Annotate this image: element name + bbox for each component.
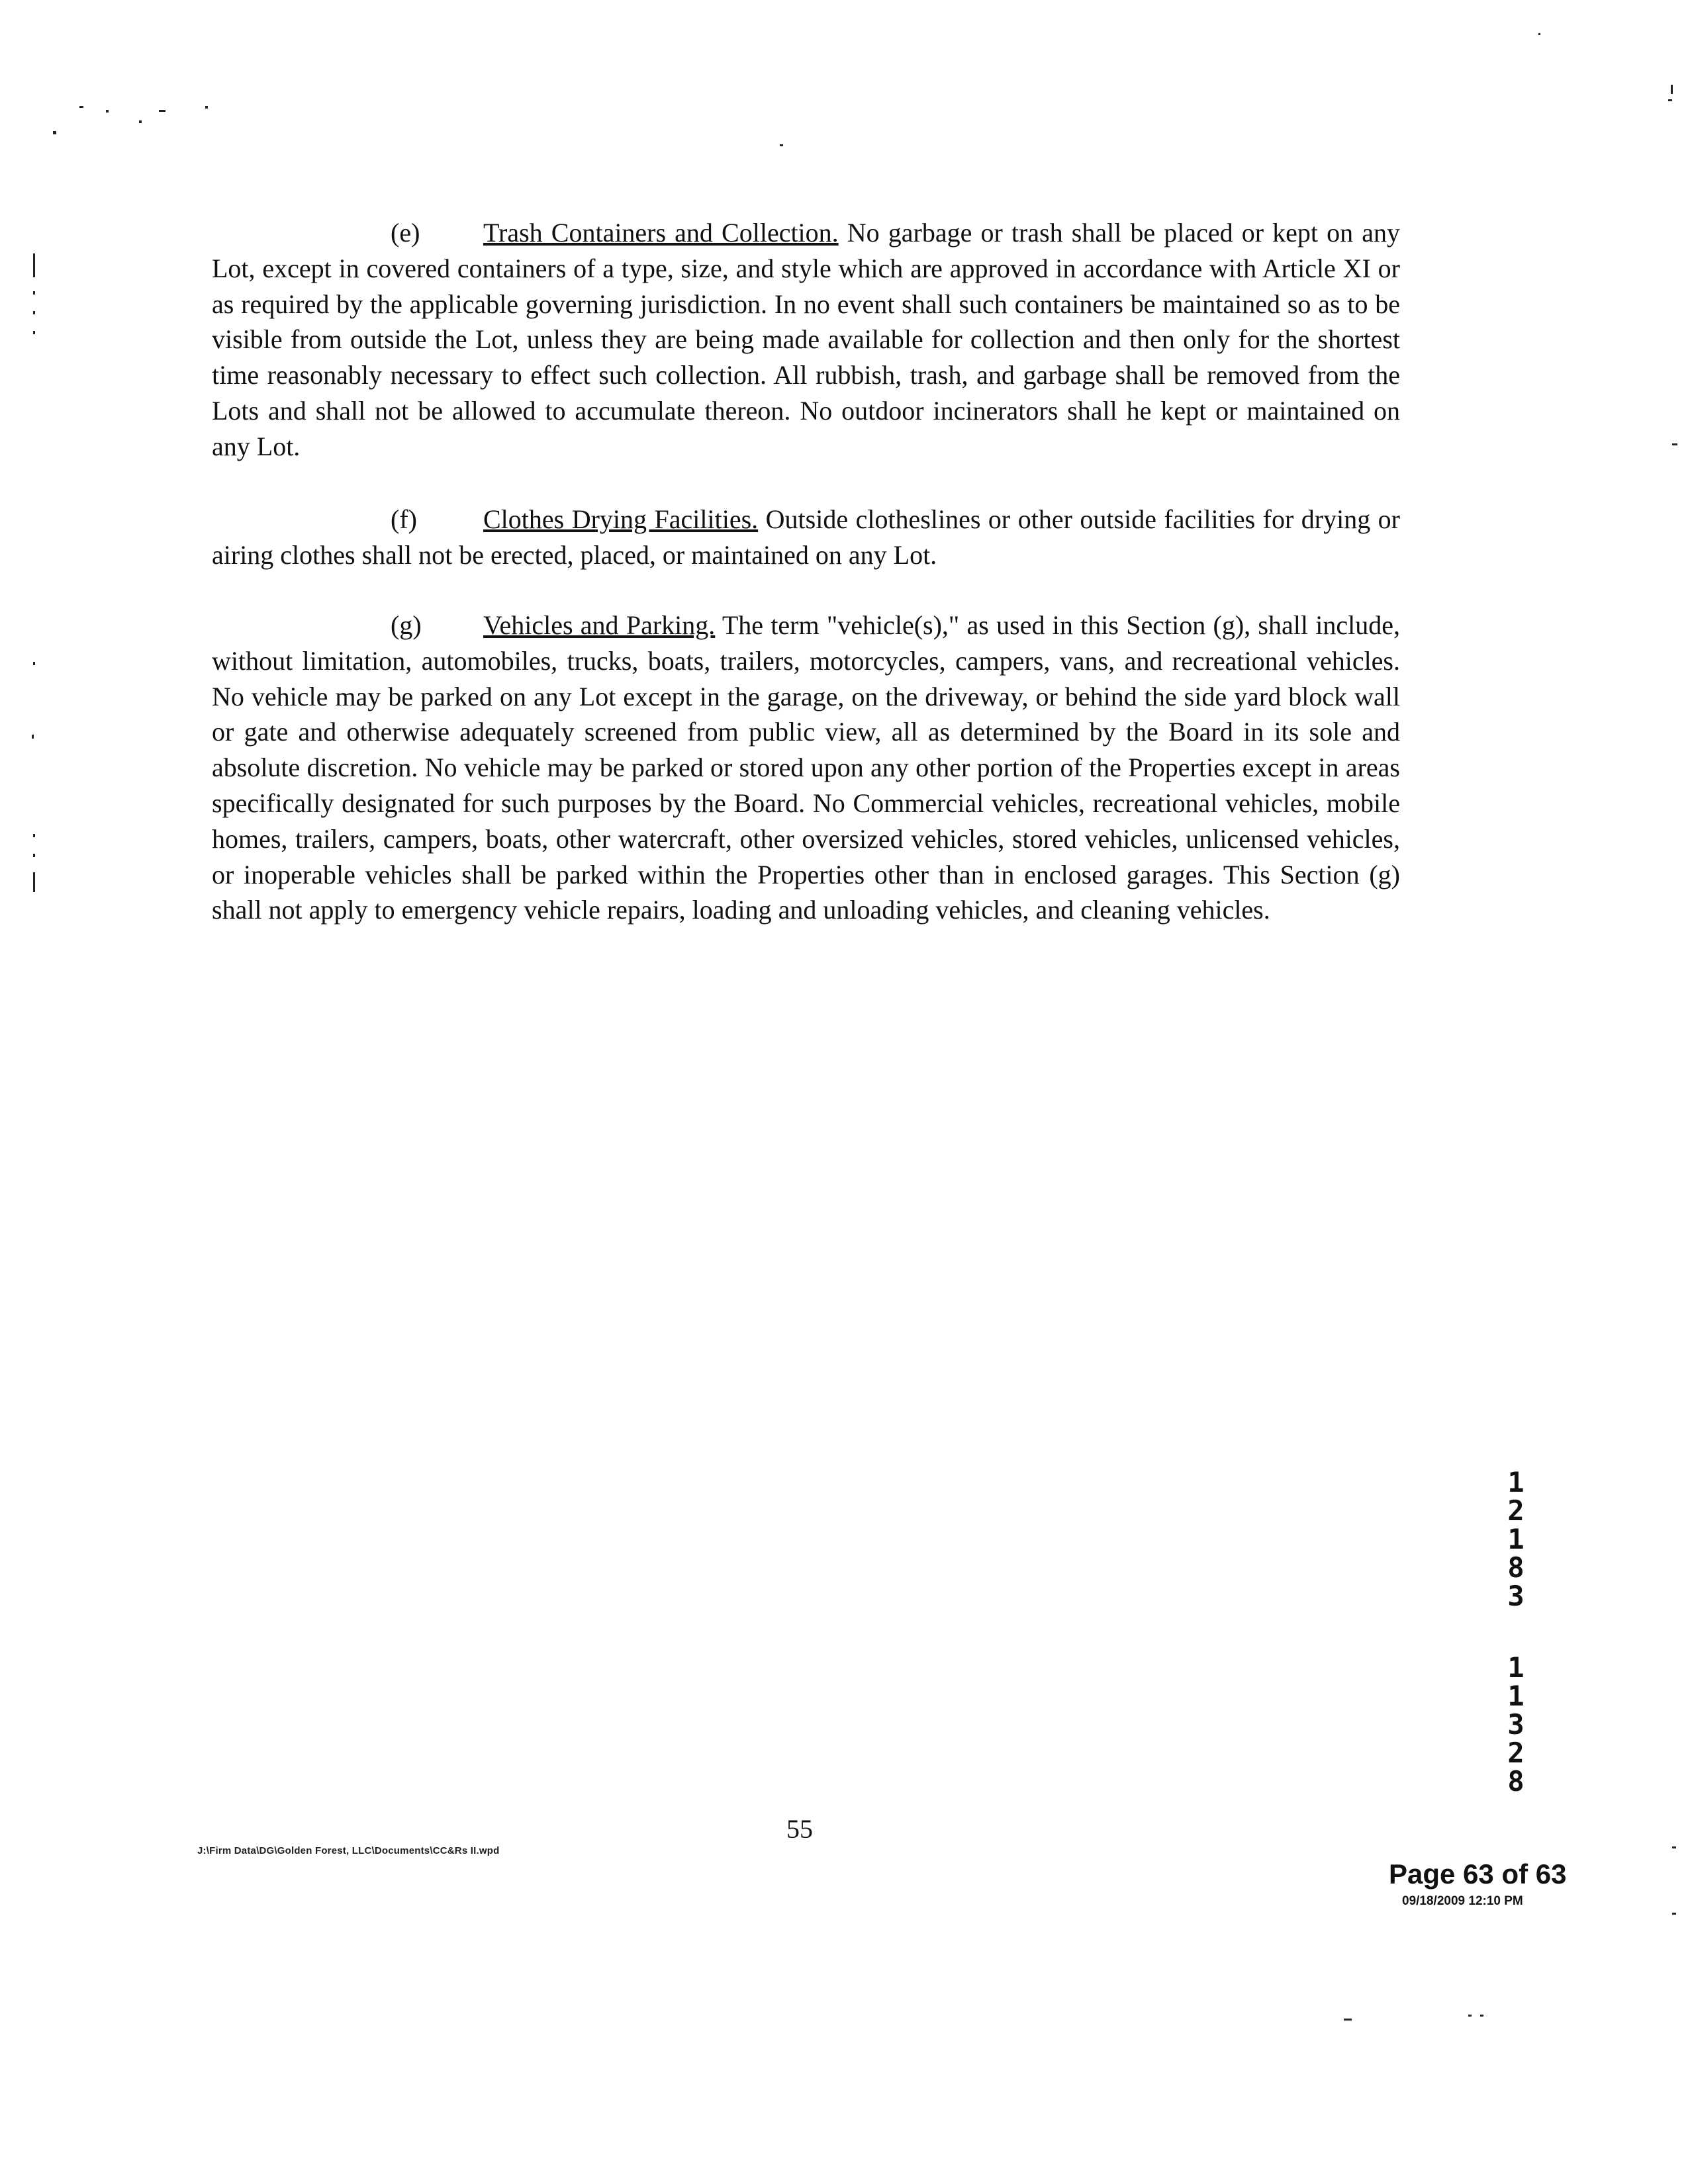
paragraph-g [212,608,1400,928]
section-body-e: No garbage or trash shall be placed or kept on any Lot, except in covered containers of a type, size, and style which are approved in accordance with Article XI or as required by the applicable governing jurisdiction. In no event shall such containers be maintained so as to be visible from outside the Lot, unless they are being made available for collection and then only for the shortest time reasonably necessary to effect such collection. All rubbish, trash, and garbage shall be removed from the Lots and shall not be allowed to accumulate thereon. No outdoor incinerators shall he kept or maintained on any Lot. [212,218,1400,461]
scan-speck [1672,1913,1676,1915]
section-heading-f: Clothes Drying Facilities. [483,504,759,534]
scan-speck [53,131,56,134]
recording-page-stamp: Page 63 of 63 [1389,1858,1567,1889]
paragraph-f [212,502,1400,573]
scan-speck [33,662,35,665]
section-body-g: The term "vehicle(s)," as used in this Section (g), shall include, without limitation, automobiles, trucks, boats, trailers, motorcycles, campers, vans, and recreational vehicles. No vehicle may be parked on any Lot except in the garage, on the driveway, or behind the side yard block wall or gate and otherwise adequately screened from public view, all as determined by the Board in its sole and absolute discretion. No vehicle may be parked or stored upon any other portion of the Properties except in areas specifically designated for such purposes by the Board. No Commercial vehicles, recreational vehicles, mobile homes, trailers, campers, boats, other watercraft, other oversized vehicles, stored vehicles, unlicensed vehicles, or inoperable vehicles shall be parked within the Properties other than in enclosed garages. This Section (g) shall not apply to emergency vehicle repairs, loading and unloading vehicles, and cleaning vehicles. [212,610,1400,925]
scan-speck [1538,33,1540,35]
section-heading-e: Trash Containers and Collection. [483,218,839,248]
section-letter-g: (g) [391,610,422,640]
scan-speck [780,144,783,146]
scan-speck [159,110,165,112]
scan-speck [32,735,34,739]
scan-speck [33,291,35,295]
file-path-footer: J:\Firm Data\DG\Golden Forest, LLC\Documents\CC&Rs II.wpd [197,1845,500,1856]
document-number-part-2: 11328 [1507,1651,1524,1797]
section-body-f: Outside clotheslines or other outside facilities for drying or airing clothes shall not be erected, placed, or maintained on any Lot. [212,504,1401,570]
scan-speck [33,872,35,892]
scan-speck [33,311,35,314]
scan-speck [1480,2015,1483,2017]
scan-speck [1468,2015,1472,2017]
scan-speck [79,106,83,108]
scan-speck [1672,1846,1676,1848]
document-number-part-1: 12183 [1507,1466,1524,1612]
section-letter-f: (f) [391,504,417,534]
recording-date-stamp: 09/18/2009 12:10 PM [1402,1894,1523,1908]
paragraph-e [212,215,1400,465]
scan-speck [33,253,35,277]
scan-speck [205,106,208,109]
page-number: 55 [786,1814,813,1844]
scan-speck [33,331,35,334]
section-letter-e: (e) [391,218,420,248]
scan-speck [1668,99,1672,101]
scan-speck [33,834,35,837]
scan-speck [106,110,109,113]
scan-speck [1672,443,1677,445]
scan-speck [1344,2019,1352,2021]
section-heading-g: Vehicles and Parking. [483,610,716,640]
scan-speck [1671,85,1673,94]
scan-speck [33,854,35,857]
scan-speck [139,120,142,123]
